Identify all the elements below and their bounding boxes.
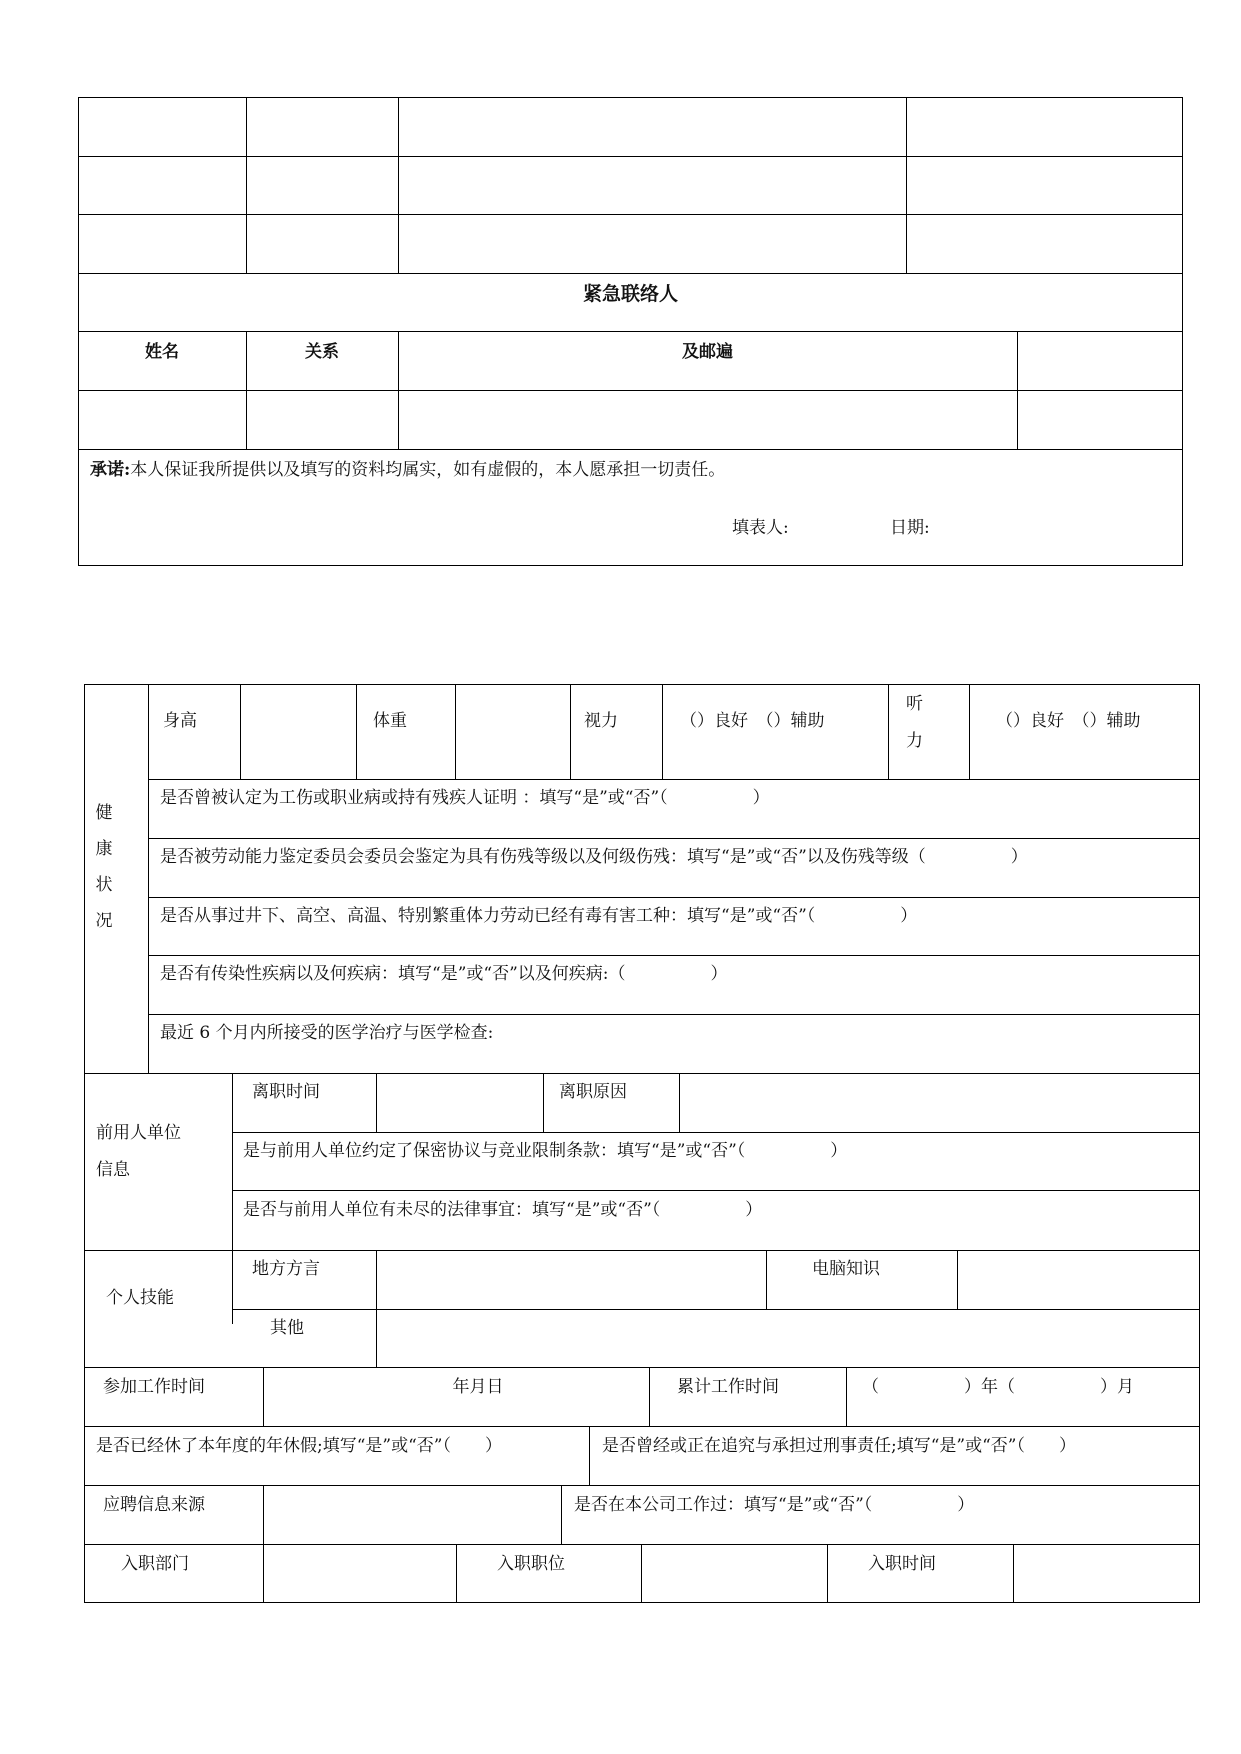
header-relation: 关系 [305, 342, 339, 362]
recruit-source-label: 应聘信息来源 [103, 1495, 205, 1515]
header-postcode: 及邮遍 [682, 342, 733, 362]
former-employer-q1: 是与前用人单位约定了保密协议与竞业限制条款：填写“是”或“否”（ ） [243, 1141, 848, 1161]
onboard-position-label: 入职职位 [497, 1554, 565, 1574]
onboard-time-label: 入职时间 [868, 1554, 936, 1574]
worked-here-question: 是否在本公司工作过：填写“是”或“否”（ ） [574, 1495, 975, 1515]
date-label: 日期: [890, 518, 930, 538]
health-q3: 是否从事过井下、高空、高温、特别繁重体力劳动已经有毒有害工种：填写“是”或“否”（ ） [160, 906, 918, 926]
header-name: 姓名 [145, 342, 179, 362]
work-start-label: 参加工作时间 [103, 1377, 205, 1397]
former-employer-label-2: 信息 [96, 1160, 130, 1180]
health-char-4: 况 [95, 911, 113, 931]
health-char-3: 状 [95, 875, 113, 895]
leave-time-label: 离职时间 [252, 1082, 320, 1102]
health-char-1: 健 [95, 803, 113, 823]
emergency-contact-title: 紧急联络人 [582, 283, 678, 305]
pledge-label: 承诺: [90, 460, 131, 480]
dialect-label: 地方方言 [252, 1259, 320, 1279]
former-employer-q2: 是否与前用人单位有未尽的法律事宜：填写“是”或“否”（ ） [243, 1200, 763, 1220]
pledge-statement: 本人保证我所提供以及填写的资料均属实，如有虚假的，本人愿承担一切责任。 [130, 460, 726, 480]
weight-label: 体重 [373, 711, 407, 731]
vision-label: 视力 [584, 711, 618, 731]
work-start-value: 年月日 [452, 1377, 504, 1397]
hearing-label-2: 力 [906, 731, 923, 751]
work-total-label: 累计工作时间 [677, 1377, 779, 1397]
former-employer-label-1: 前用人单位 [96, 1123, 181, 1143]
health-q5: 最近 6 个月内所接受的医学治疗与医学检查: [160, 1023, 494, 1043]
other-skills-label: 其他 [270, 1318, 304, 1338]
skills-label: 个人技能 [106, 1288, 174, 1308]
pledge-text [90, 460, 725, 480]
health-q2: 是否被劳动能力鉴定委员会委员会鉴定为具有伤残等级以及何级伤残：填写“是”或“否”以及伤残等级（ ） [160, 847, 1028, 867]
onboard-dept-label: 入职部门 [121, 1554, 189, 1574]
annual-leave-question: 是否已经休了本年度的年休假;填写“是”或“否”（ ） [96, 1436, 502, 1456]
hearing-label-1: 听 [906, 694, 923, 714]
height-label: 身高 [163, 711, 197, 731]
health-char-2: 康 [95, 839, 113, 859]
health-section-label [94, 795, 114, 939]
vision-options: （）良好 （）辅助 [680, 711, 825, 731]
work-total-value: （ ）年（ ）月 [862, 1377, 1134, 1397]
health-q1: 是否曾被认定为工伤或职业病或持有残疾人证明 ：填写“是”或“否”（ ） [160, 788, 770, 808]
health-q4: 是否有传染性疾病以及何疾病：填写“是”或“否”以及何疾病:（ ） [160, 964, 728, 984]
hearing-options: （）良好 （）辅助 [996, 711, 1141, 731]
criminal-record-question: 是否曾经或正在追究与承担过刑事责任;填写“是”或“否”（ ） [602, 1436, 1076, 1456]
computer-label: 电脑知识 [812, 1259, 880, 1279]
leave-reason-label: 离职原因 [559, 1082, 627, 1102]
filler-label: 填表人: [732, 518, 789, 538]
